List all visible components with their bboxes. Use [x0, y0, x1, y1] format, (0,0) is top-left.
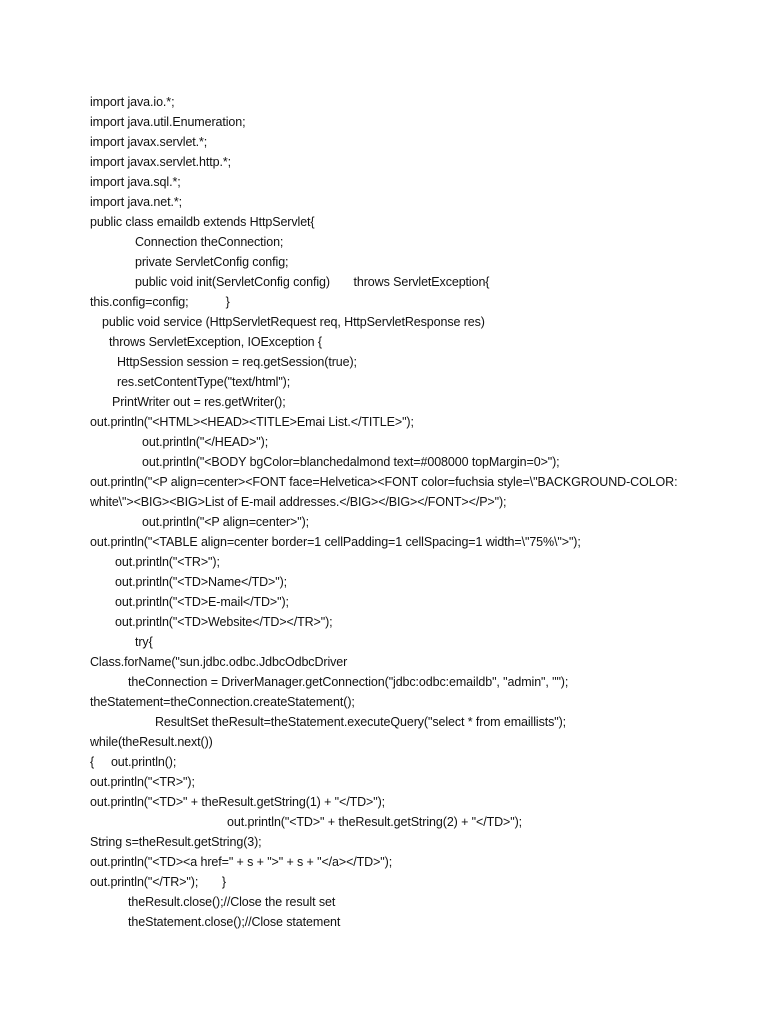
code-line: out.println("<TD><a href=" + s + ">" + s + "</a></TD>");	[90, 855, 393, 869]
code-line: { out.println();	[90, 755, 177, 769]
code-line: while(theResult.next())	[90, 735, 213, 749]
code-line: out.println("<P align=center>");	[142, 515, 310, 529]
code-line: public void service (HttpServletRequest req, HttpServletResponse res)	[102, 315, 485, 329]
code-line: out.println("<TD>Website</TD></TR>");	[115, 615, 333, 629]
code-line: out.println("<BODY bgColor=blanchedalmond text=#008000 topMargin=0>");	[142, 455, 560, 469]
code-line: out.println("<TD>" + theResult.getString(1) + "</TD>");	[90, 795, 386, 809]
code-line: white\"><BIG><BIG>List of E-mail addresses.</BIG></BIG></FONT></P>");	[90, 495, 507, 509]
code-line: import javax.servlet.http.*;	[90, 155, 232, 169]
code-line: theResult.close();//Close the result set	[128, 895, 336, 909]
code-line: theStatement=theConnection.createStatement();	[90, 695, 355, 709]
code-line: String s=theResult.getString(3);	[90, 835, 262, 849]
code-line: theStatement.close();//Close statement	[128, 915, 341, 929]
code-line: out.println("<TR>");	[115, 555, 220, 569]
code-line: import java.net.*;	[90, 195, 182, 209]
code-line: out.println("</TR>"); }	[90, 875, 226, 889]
code-line: public class emaildb extends HttpServlet{	[90, 215, 315, 229]
code-line: out.println("</HEAD>");	[142, 435, 269, 449]
code-line: Class.forName("sun.jdbc.odbc.JdbcOdbcDriver	[90, 655, 348, 669]
code-line: this.config=config; }	[90, 295, 230, 309]
code-line: import java.io.*;	[90, 95, 175, 109]
code-line: out.println("<HTML><HEAD><TITLE>Emai List.</TITLE>");	[90, 415, 414, 429]
code-line: try{	[135, 635, 153, 649]
code-line: throws ServletException, IOException {	[109, 335, 322, 349]
code-line: out.println("<TD>E-mail</TD>");	[115, 595, 289, 609]
code-line: out.println("<P align=center><FONT face=Helvetica><FONT color=fuchsia style=\"BACKGROUND-COLOR:	[90, 475, 678, 489]
code-line: import java.sql.*;	[90, 175, 181, 189]
code-line: ResultSet theResult=theStatement.executeQuery("select * from emaillists");	[155, 715, 567, 729]
code-line: out.println("<TD>" + theResult.getString(2) + "</TD>");	[227, 815, 523, 829]
code-line: HttpSession session = req.getSession(true);	[117, 355, 357, 369]
code-line: res.setContentType("text/html");	[117, 375, 291, 389]
code-line: import java.util.Enumeration;	[90, 115, 246, 129]
code-line: private ServletConfig config;	[135, 255, 289, 269]
code-listing	[90, 92, 730, 932]
code-line: public void init(ServletConfig config) throws ServletException{	[135, 275, 490, 289]
code-line: Connection theConnection;	[135, 235, 284, 249]
code-line: out.println("<TABLE align=center border=1 cellPadding=1 cellSpacing=1 width=\"75%\">");	[90, 535, 581, 549]
code-line: PrintWriter out = res.getWriter();	[112, 395, 286, 409]
code-line: out.println("<TR>");	[90, 775, 195, 789]
code-line: out.println("<TD>Name</TD>");	[115, 575, 288, 589]
code-line: import javax.servlet.*;	[90, 135, 208, 149]
code-line: theConnection = DriverManager.getConnection("jdbc:odbc:emaildb", "admin", "");	[128, 675, 569, 689]
